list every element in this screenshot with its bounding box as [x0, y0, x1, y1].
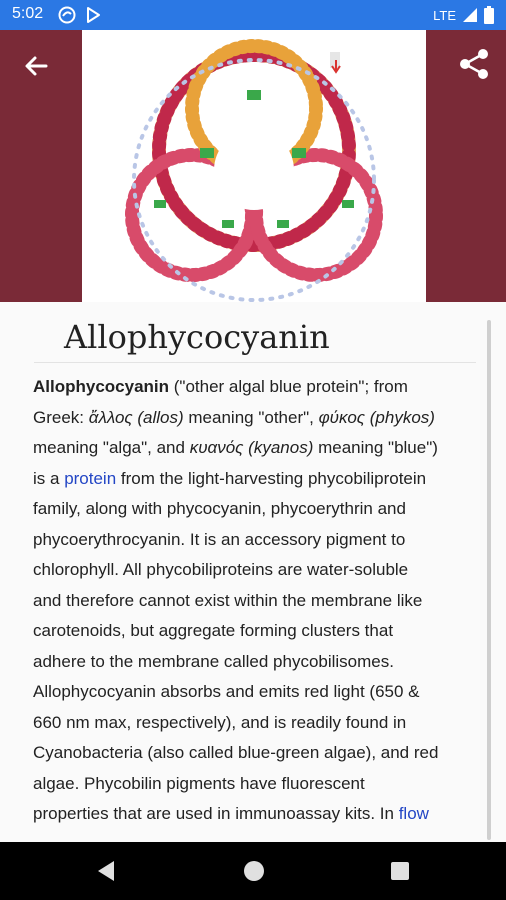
article-line [33, 616, 483, 647]
article-line [33, 433, 483, 464]
article-text: family, along with phycocyanin, phycoerythrin and [33, 499, 406, 518]
article-text: Cyanobacteria (also called blue-green algae), and red [33, 743, 439, 762]
article-text: Allophycocyanin absorbs and emits red light (650 & [33, 682, 420, 701]
nav-recents-icon[interactable] [391, 862, 409, 880]
article-line [33, 403, 483, 434]
italic-term: κυανός (kyanos) [189, 438, 314, 457]
article-line [33, 708, 483, 739]
article-text: carotenoids, but aggregate forming clusters that [33, 621, 394, 640]
play-store-icon [84, 6, 102, 24]
article-text: Greek: [33, 407, 89, 427]
battery-icon [484, 6, 494, 24]
article-text: phycoerythrocyanin. It is an accessory pigment to [33, 529, 406, 549]
share-button[interactable] [456, 46, 492, 82]
article-text: adhere to the membrane called phycobilisomes. [33, 651, 394, 671]
bookmark-marker-icon [330, 52, 344, 74]
article-text: algae. Phycobilin pigments have fluorescent [33, 773, 365, 793]
nav-home-icon[interactable] [244, 861, 264, 881]
network-label: LTE [433, 7, 456, 23]
system-nav-bar [0, 842, 506, 900]
article-line [33, 372, 483, 403]
status-bar [0, 0, 506, 30]
article-link[interactable]: protein [64, 468, 117, 488]
article-text: properties that are used in immunoassay kits. In [33, 804, 399, 823]
scrollbar[interactable] [487, 320, 491, 840]
article-line [33, 525, 483, 556]
article-line [33, 555, 483, 586]
back-button[interactable] [20, 50, 52, 82]
article-text: meaning "other", [183, 407, 319, 427]
signal-icon [462, 7, 478, 23]
italic-term: ἄλλος (allos) [88, 407, 184, 427]
title-divider [34, 362, 476, 363]
article-text: is a [33, 468, 65, 488]
status-time: 5:02 [12, 5, 44, 22]
article-line [33, 677, 483, 708]
article-line [33, 464, 483, 495]
article-line [33, 799, 483, 830]
article-content[interactable] [0, 302, 506, 842]
article-text: meaning "alga", and [33, 438, 190, 457]
article-text: 660 nm max, respectively), and is readily found in [33, 712, 407, 732]
share-icon [460, 49, 488, 79]
article-line [33, 769, 483, 800]
article-text: chlorophyll. All phycobiliproteins are water-soluble [33, 560, 409, 579]
article-body [33, 372, 483, 830]
article-text: and therefore cannot exist within the membrane like [33, 590, 423, 610]
article-line [33, 647, 483, 678]
article-line [33, 494, 483, 525]
article-link[interactable]: flow [398, 804, 429, 823]
article-line [33, 738, 483, 769]
protein-structure-image [82, 30, 426, 302]
article-text: ("other algal blue protein"; from [169, 377, 408, 396]
sync-circle-icon [58, 6, 76, 24]
page-title: Allophycocyanin [64, 318, 330, 356]
nav-back-icon[interactable] [96, 860, 116, 882]
italic-term: φύκος (phykos) [318, 407, 435, 427]
status-right [433, 6, 494, 24]
article-line [33, 586, 483, 617]
status-notification-icons [58, 6, 102, 24]
lead-image[interactable] [82, 30, 426, 302]
article-text: meaning "blue") [313, 438, 438, 457]
article-text: from the light-harvesting phycobiliprotein [116, 468, 427, 488]
bold-term: Allophycocyanin [33, 377, 170, 396]
article-header [0, 30, 506, 302]
